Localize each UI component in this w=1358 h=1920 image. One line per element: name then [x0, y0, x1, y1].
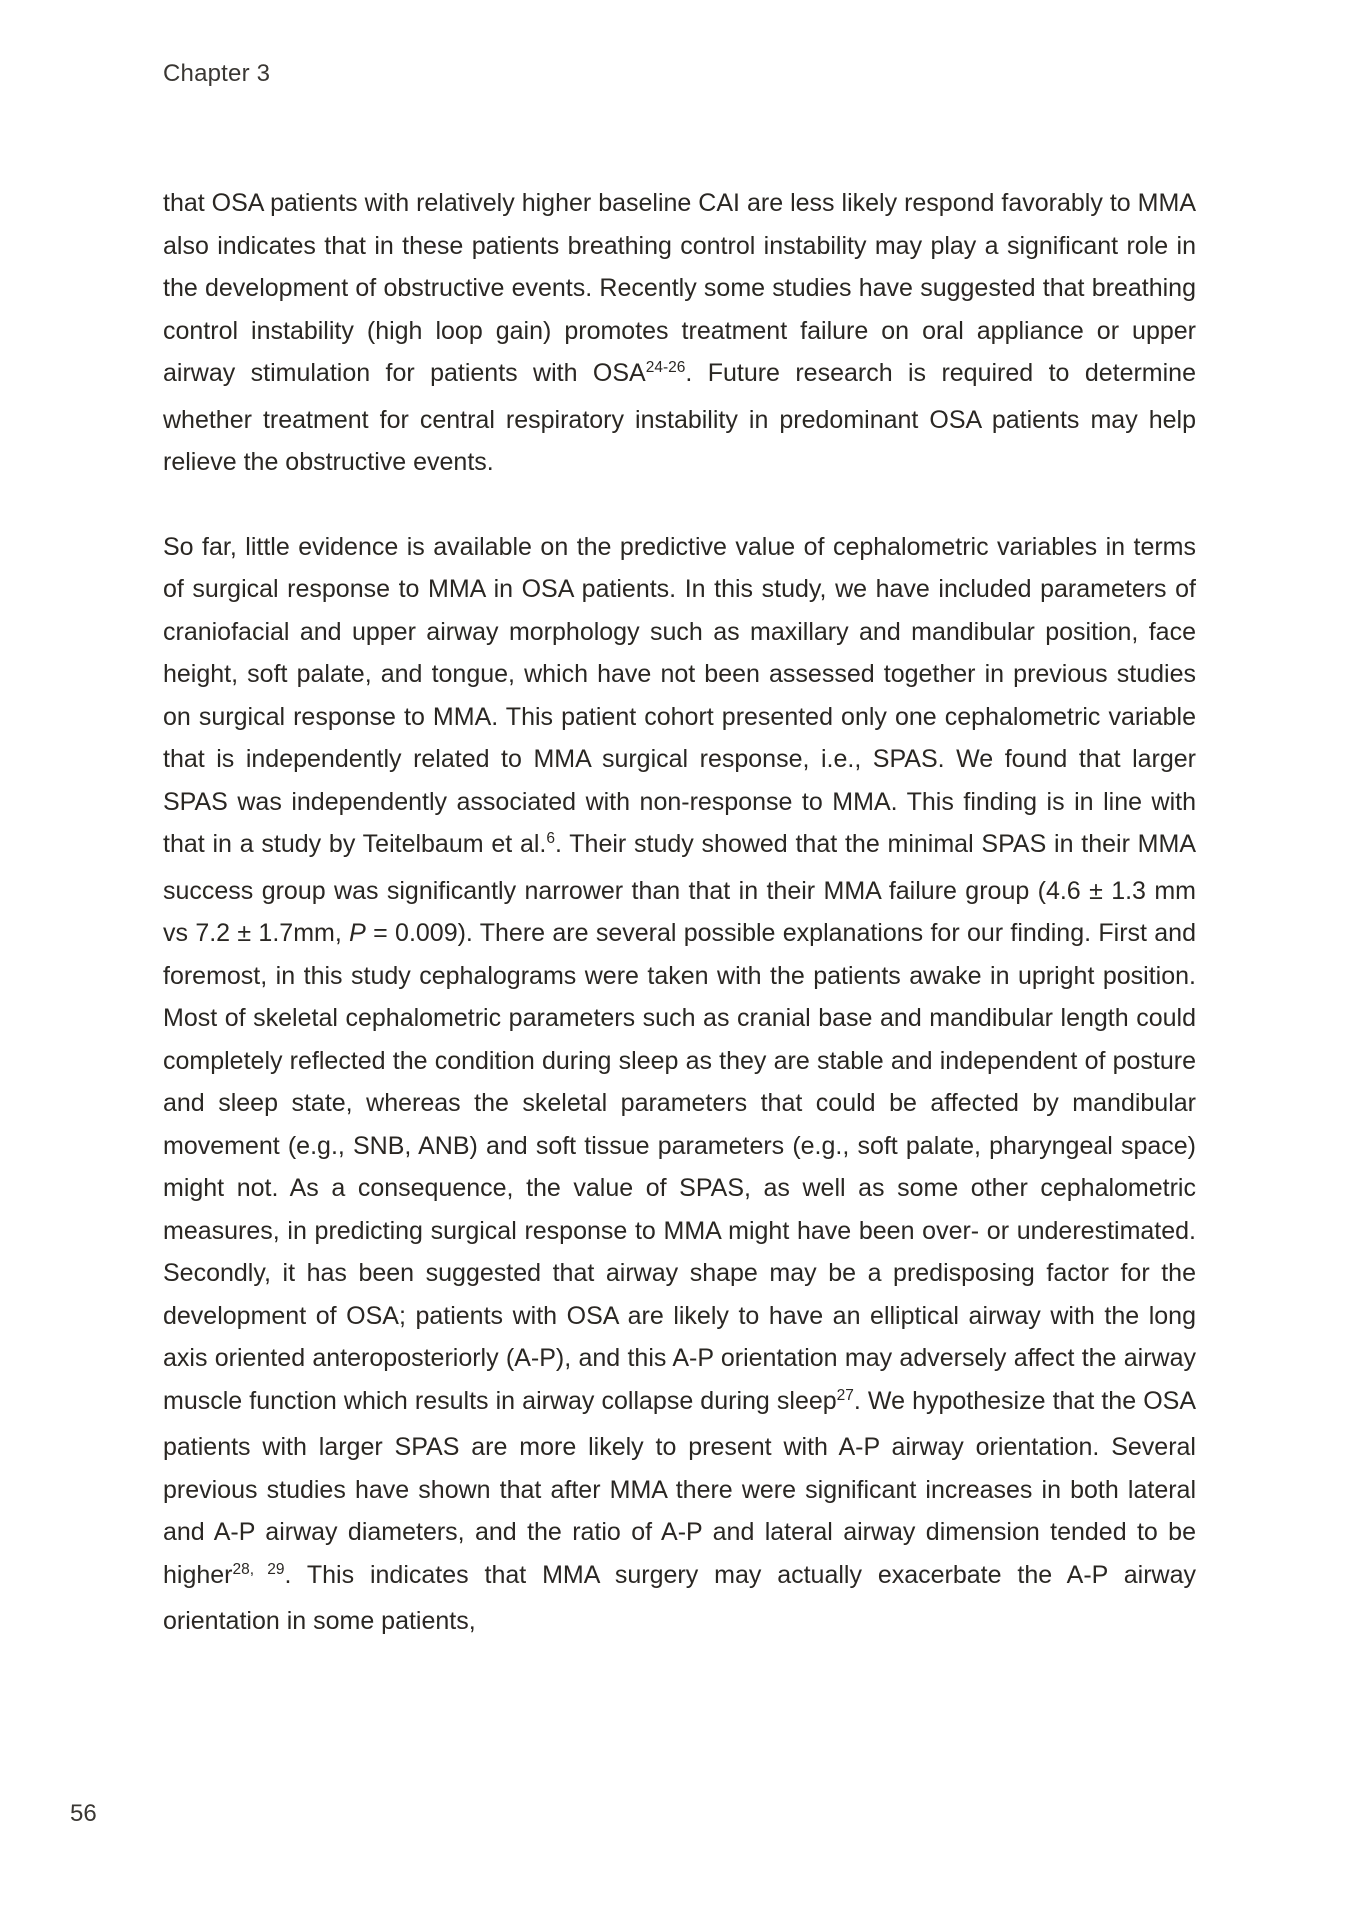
body-text-column: [163, 182, 1196, 1685]
text-segment-normal: So far, little evidence is available on the predictive value of cephalometric variables in terms of surgical response to MMA in OSA patients. In this study, we have included parameters of craniofacial and upper airway morphology such as maxillary and mandibular position, face height, soft palate, and tongue, which have not been assessed together in previous studies on surgical response to MMA. This patient cohort presented only one cephalometric variable that is independently related to MMA surgical response, i.e., SPAS. We found that larger SPAS was independently associated with non-response to MMA. This finding is in line with that in a study by Teitelbaum et al.: [163, 532, 1196, 858]
text-segment-normal: . We hypothesize that the OSA patients with larger SPAS are more likely to present with A-P airway orientation. Several previous studies have shown that after MMA there were significant increases in both lateral and A-P airway diameters, and the ratio of A-P and lateral airway dimension tended to be higher: [163, 1386, 1196, 1589]
body-paragraph: [163, 182, 1196, 484]
text-segment-normal: = 0.009). There are several possible explanations for our finding. First and foremost, in this study cephalograms were taken with the patients awake in upright position. Most of skeletal cephalometric parameters such as cranial base and mandibular length could completely reflected the condition during sleep as they are stable and independent of posture and sleep state, whereas the skeletal parameters that could be affected by mandibular movement (e.g., SNB, ANB) and soft tissue parameters (e.g., soft palate, pharyngeal space) might not. As a consequence, the value of SPAS, as well as some other cephalometric measures, in predicting surgical response to MMA might have been over- or underestimated. Secondly, it has been suggested that airway shape may be a predisposing factor for the development of OSA; patients with OSA are likely to have an elliptical airway with the long axis oriented anteroposteriorly (A-P), and this A-P orientation may adversely affect the airway muscle function which results in airway collapse during sleep: [163, 919, 1196, 1415]
text-segment-normal: that OSA patients with relatively higher baseline CAI are less likely respond favorably to MMA also indicates that in these patients breathing control instability may play a significant role in the development of obstructive events. Recently some studies have suggested that breathing control instability (high loop gain) promotes treatment failure on oral appliance or upper airway stimulation for patients with OSA: [163, 189, 1196, 387]
chapter-header: Chapter 3: [163, 60, 271, 87]
page-number: 56: [70, 1800, 97, 1827]
text-segment-normal: . This indicates that MMA surgery may actually exacerbate the A-P airway orientation in some patients,: [163, 1560, 1196, 1635]
text-segment-superscript: 27: [836, 1386, 854, 1404]
text-segment-superscript: 6: [546, 830, 555, 848]
text-segment-superscript: 28, 29: [232, 1560, 285, 1578]
body-paragraph: [163, 526, 1196, 1643]
text-segment-superscript: 24-26: [645, 359, 686, 377]
text-segment-normal: . Their study showed that the minimal SPAS in their MMA success group was significantly narrower than that in their MMA failure group (4.6 ± 1.3 mm vs 7.2 ± 1.7mm,: [163, 830, 1196, 947]
text-segment-normal: . Future research is required to determine whether treatment for central respiratory instability in predominant OSA patients may help relieve the obstructive events.: [163, 359, 1196, 476]
text-segment-italic: P: [349, 919, 366, 947]
